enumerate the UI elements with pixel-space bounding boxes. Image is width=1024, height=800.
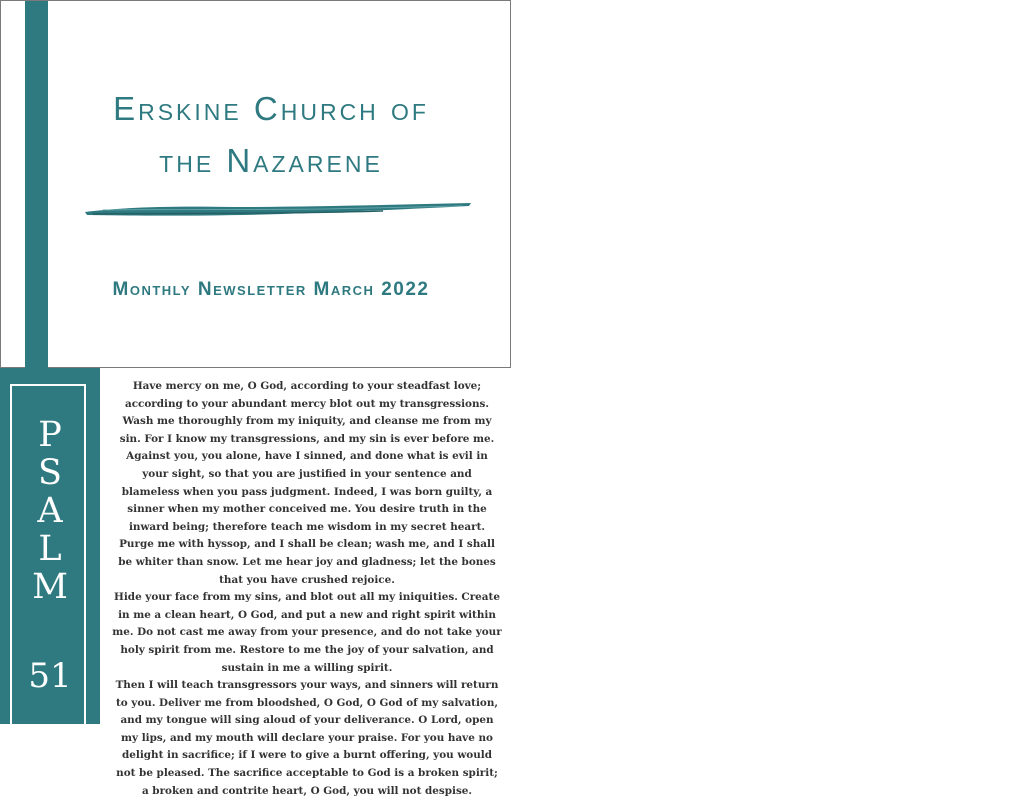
psalm-word (0, 416, 100, 606)
psalm-letter: S (38, 453, 62, 493)
scripture-paragraph: Hide your face from my sins, and blot out all my iniquities. Create in me a clean heart, O God, and put a new and right spirit within me. Do not cast me away from your presence, and do not take your holy spirit from me. Restore to me the joy of your salvation, and sustain in me a willing spirit. (112, 591, 502, 674)
psalm-letter: A (37, 491, 63, 531)
church-name-title (41, 83, 501, 187)
psalm-letter: L (38, 529, 62, 569)
newsletter-header (0, 0, 511, 368)
psalm-sidebar (0, 368, 100, 724)
title-line-1: Erskine Church of (113, 90, 429, 127)
title-line-2: the Nazarene (159, 142, 383, 179)
psalm-letter: P (38, 415, 62, 455)
psalm-letter: M (32, 567, 68, 607)
scripture-text (112, 378, 502, 800)
psalm-number: 51 (28, 656, 72, 696)
newsletter-subtitle: Monthly Newsletter March 2022 (112, 279, 430, 300)
scripture-paragraph: Then I will teach transgressors your ways, and sinners will return to you. Deliver me from bloodshed, O God, O God of my salvation, and my tongue will sing aloud of your deliverance. O Lord, open my lips, and my mouth will declare your praise. For you have no delight in sacrifice; if I were to give a burnt offering, you would not be pleased. The sacrifice acceptable to God is a broken spirit; a broken and contrite heart, O God, you will not despise. (115, 679, 499, 797)
brush-stroke-divider (83, 201, 473, 221)
scripture-paragraph: Have mercy on me, O God, according to your steadfast love; according to your abundant mercy blot out my transgressions. Wash me thoroughly from my iniquity, and cleanse me from my sin. For I know my transgressions, and my sin is ever before me. Against you, you alone, have I sinned, and done what is evil in your sight, so that you are justified in your sentence and blameless when you pass judgment. Indeed, I was born guilty, a sinner when my mother conceived me. You desire truth in the inward being; therefore teach me wisdom in my secret heart. Purge me with hyssop, and I shall be clean; wash me, and I shall be whiter than snow. Let me hear joy and gladness; let the bones that you have crushed rejoice. (118, 380, 496, 586)
